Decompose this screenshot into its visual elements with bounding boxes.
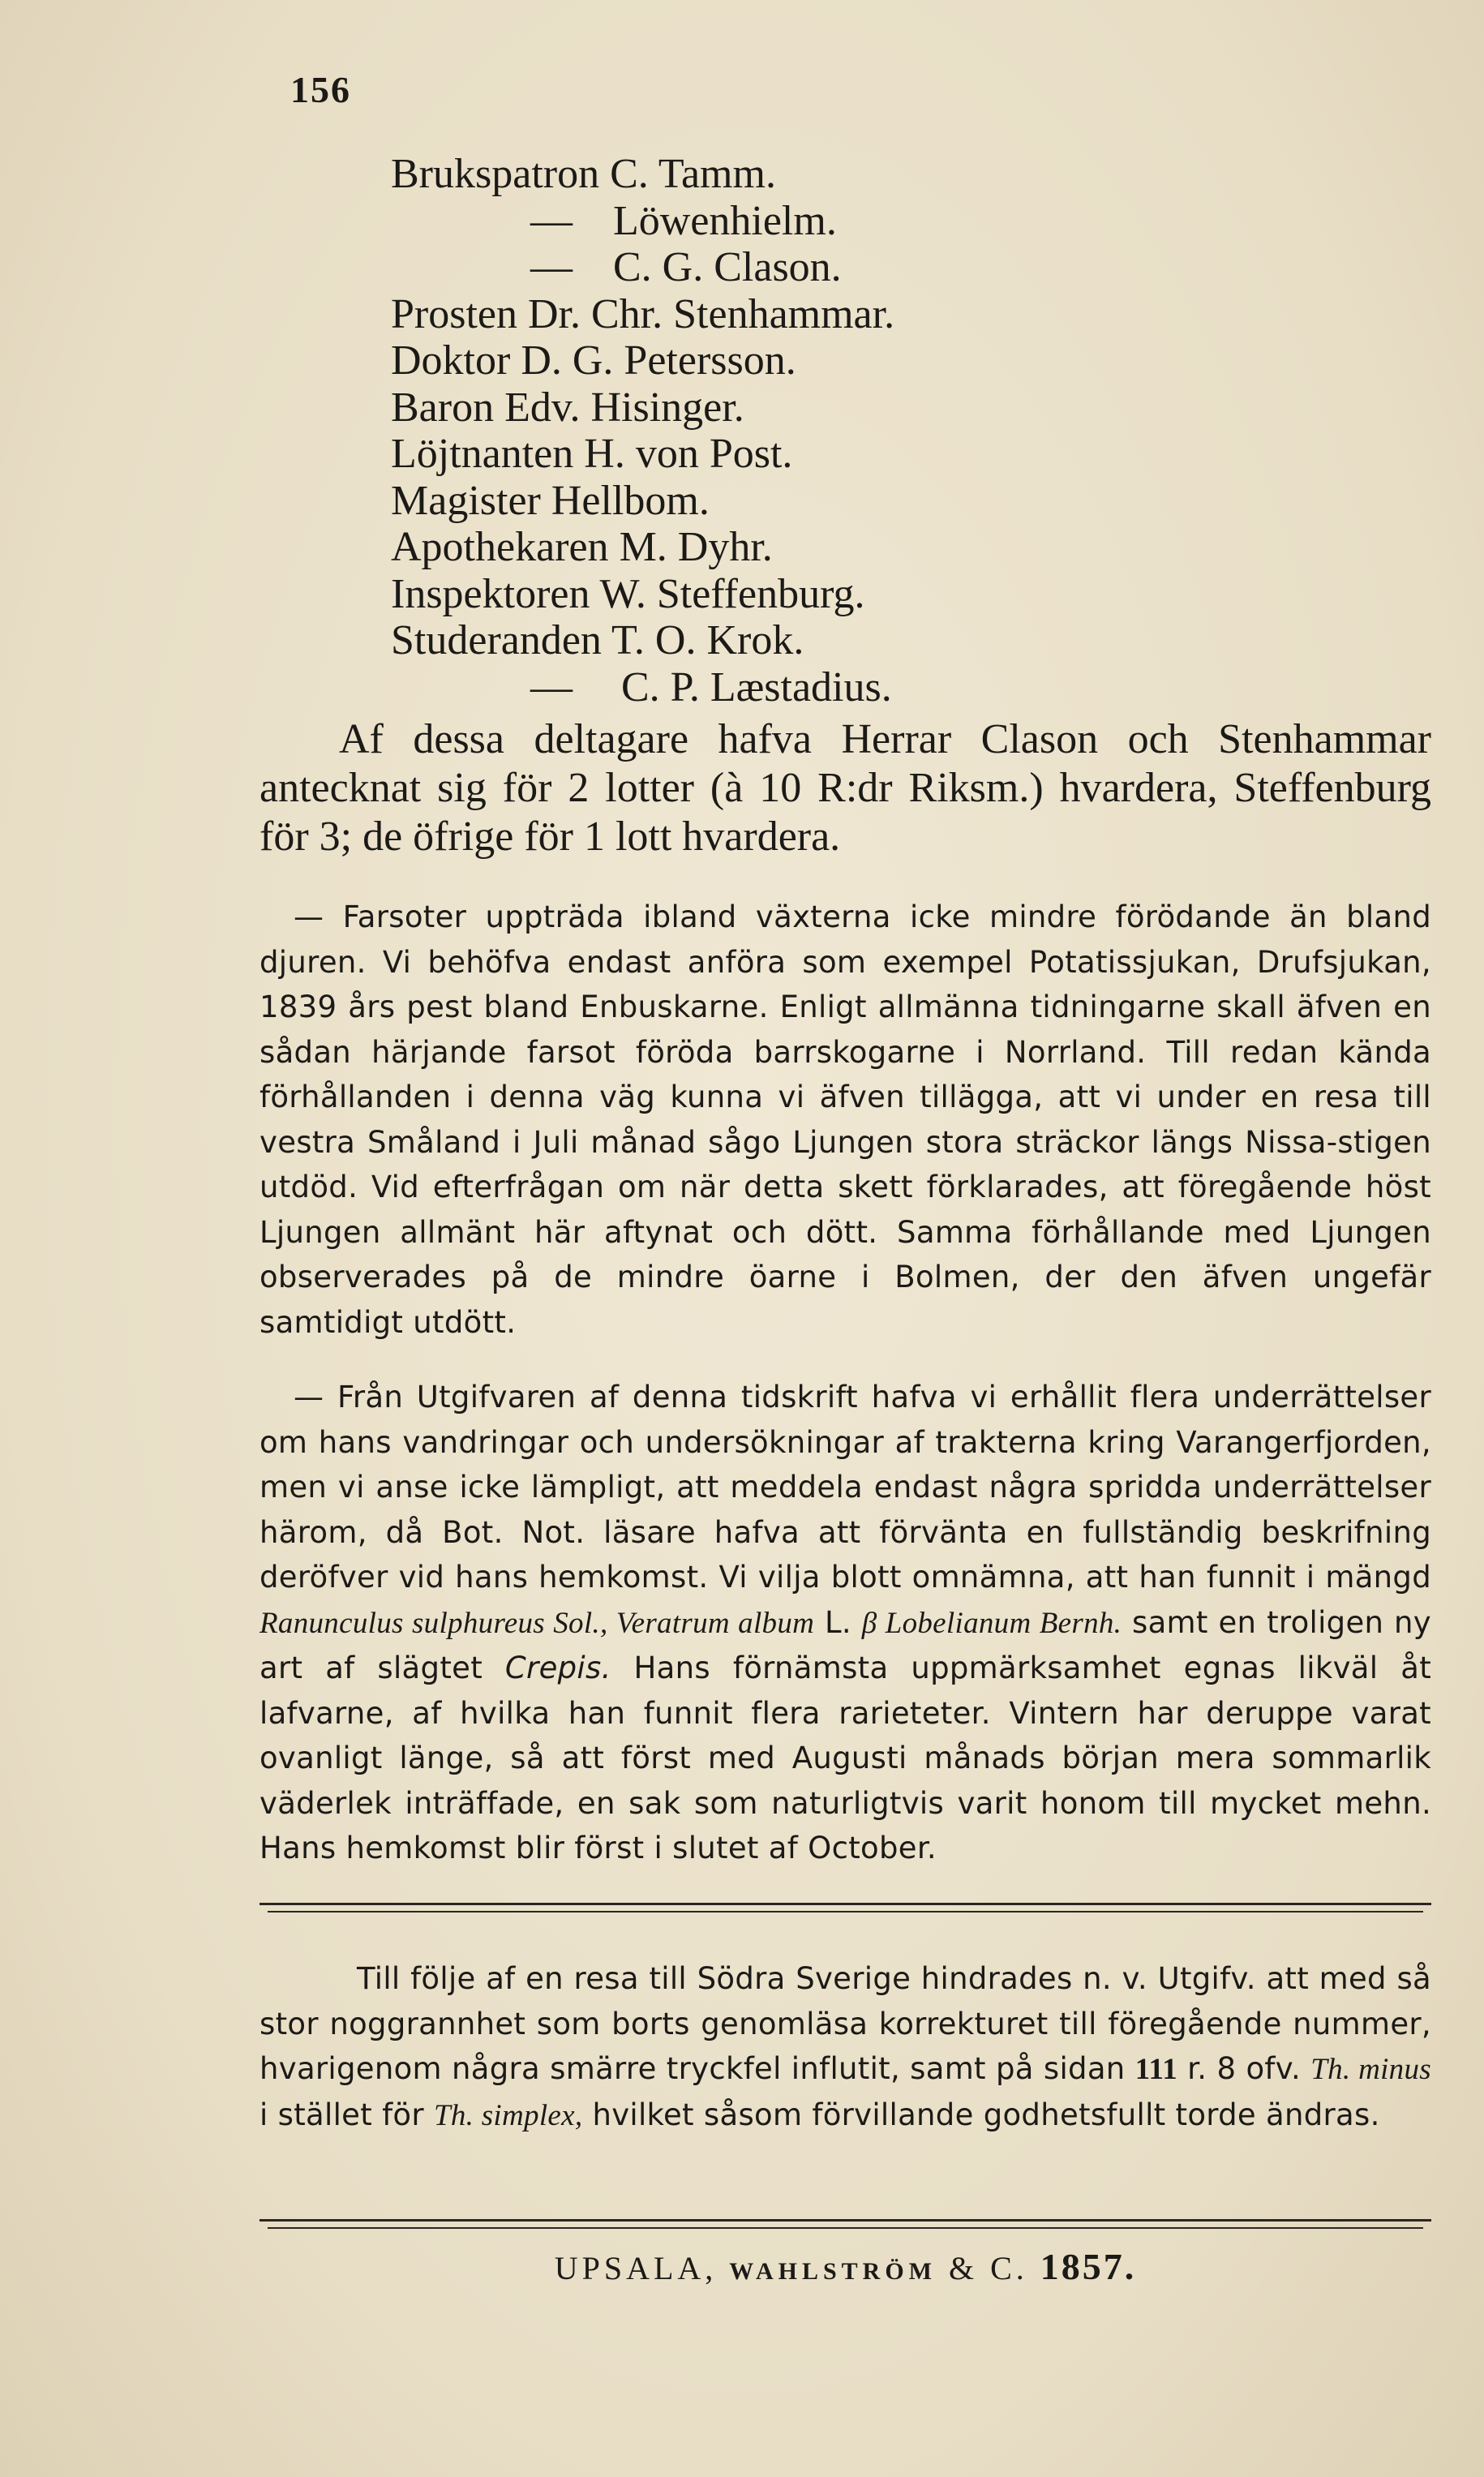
errata-note: Till följe af en resa till Södra Sverige hindrades n. v. Utgifv. att med så stor noggrannhet som borts genomläsa korrekturet till föregående nummer, hvarigenom några smärre tryckfel influtit, samt på sidan 111 r. 8 ofv. Th. minus i stället för Th. simplex, hvilket såsom förvillande godhetsfullt torde ändras. (259, 1961, 1431, 2132)
note-plant-diseases: — Farsoter uppträda ibland växterna icke mindre förödande än bland djuren. Vi behöfva endast anföra som exempel Potatissjukan, Drufsjukan, 1839 års pest bland Enbuskarne. Enligt allmänna tidningarne skall äfven en sådan härjande farsot föröda barrskogarne i Norrland. Till redan kända förhållanden i denna väg kunna vi äfven tillägga, att vi under en resa till vestra Småland i Juli månad sågo Ljungen stora sträckor längs Nissa-stigen utdöd. Vid efterfrågan om när detta skett förklarades, att föregående höst Ljungen allmänt här aftynat och dött. Samma förhållande med Ljungen observerades på de mindre öarne i Bolmen, der den äfven ungefär samtidigt utdött. (259, 899, 1431, 1340)
list-item: Prosten Dr. Chr. Stenhammar. (391, 290, 895, 337)
list-item: — C. G. Clason. (530, 244, 842, 290)
list-item: Studeranden T. O. Krok. (391, 617, 804, 663)
divider-rule (268, 2227, 1423, 2229)
list-item: Inspektoren W. Steffenburg. (391, 570, 865, 617)
page-number: 156 (290, 69, 351, 110)
list-item: — C. P. Læstadius. (530, 663, 892, 710)
imprint: UPSALA, WAHLSTRÖM & C. 1857. (554, 2246, 1137, 2287)
note-editor-travels: — Från Utgifvaren af denna tidskrift hafva vi erhållit flera underrättelser om hans vandringar och undersökningar af trakterna kring Varangerfjorden, men vi anse icke lämpligt, att meddela endast några spridda underrättelser härom, då Bot. Not. läsare hafva att förvänta en fullständig beskrifning deröfver vid hans hemkomst. Vi vilja blott omnämna, att han funnit i mängd Ranunculus sulphureus Sol., Veratrum album L. β Lobelianum Bernh. samt en troligen ny art af slägtet Crepis. Hans förnämsta uppmärksamhet egnas likväl åt lafvarne, af hvilka han funnit flera rarieteter. Vintern har deruppe varat ovanligt länge, så att först med Augusti månads början mera sommarlik väderlek inträffade, en sak som naturligtvis varit honom till mycket mehn. Hans hemkomst blir först i slutet af October. (259, 1380, 1432, 1865)
list-item: Brukspatron C. Tamm. (391, 151, 776, 197)
list-item: Baron Edv. Hisinger. (391, 384, 744, 431)
divider-rule (259, 1903, 1431, 1905)
list-item: — Löwenhielm. (530, 197, 837, 244)
participant-list (391, 151, 894, 710)
divider-rule (268, 1911, 1423, 1912)
divider-rule (259, 2219, 1431, 2222)
list-item: Apothekaren M. Dyhr. (391, 524, 773, 570)
list-item: Löjtnanten H. von Post. (391, 431, 793, 477)
list-item: Doktor D. G. Petersson. (391, 337, 796, 384)
list-item: Magister Hellbom. (391, 477, 710, 524)
lottery-summary: Af dessa deltagare hafva Herrar Clason och Stenhammar antecknat sig för 2 lotter (à 10 R:dr Riksm.) hvardera, Steffenburg för 3; de öfrige för 1 lott hvardera. (259, 716, 1431, 860)
